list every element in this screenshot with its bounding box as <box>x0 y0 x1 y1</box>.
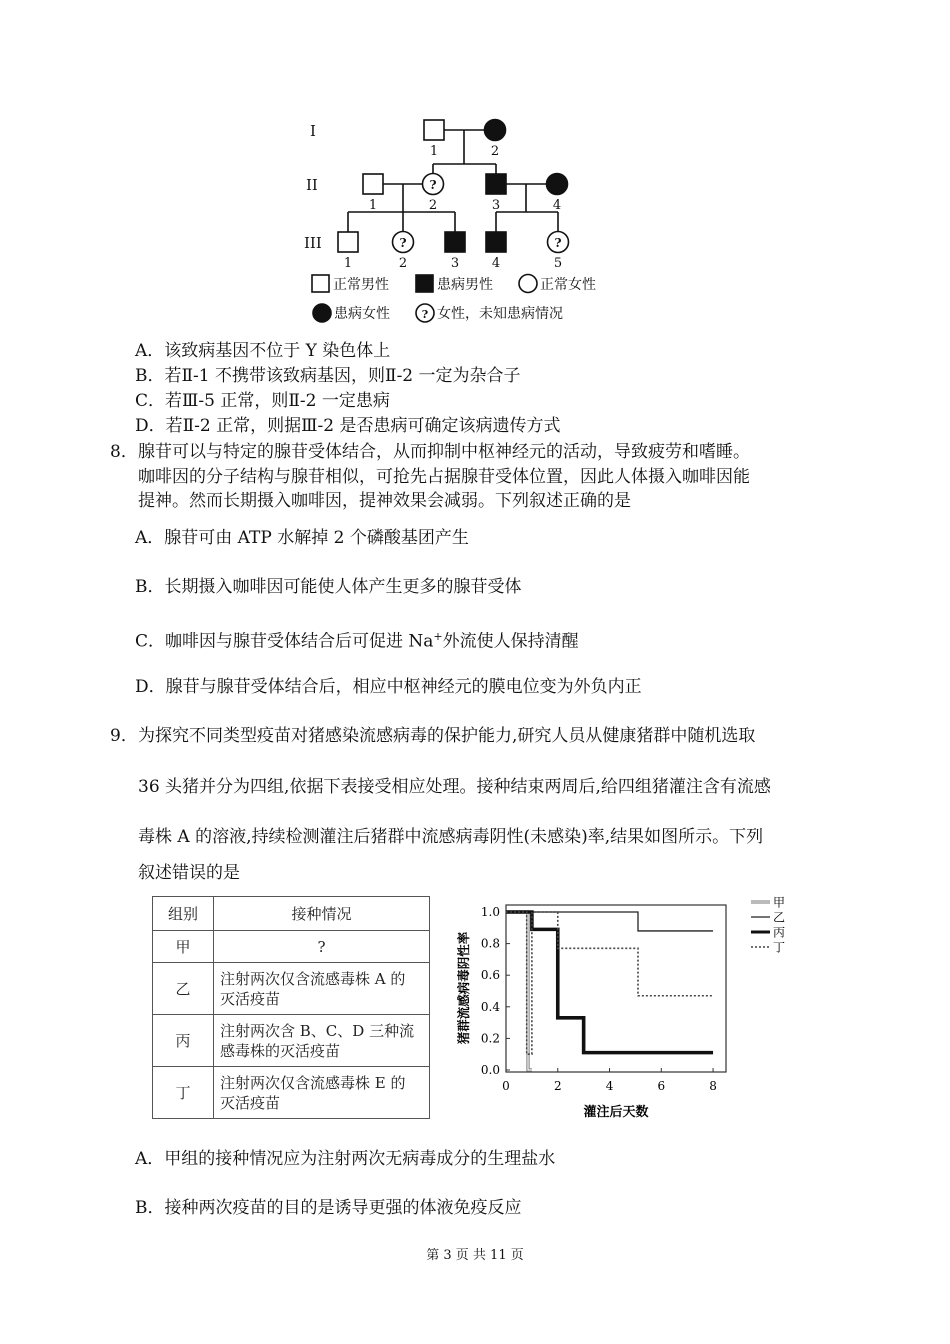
pedigree-II-4 <box>547 174 568 195</box>
legend-unknown-female: 女性，未知患病情况 <box>437 306 563 322</box>
q8-number: 8． <box>110 442 138 462</box>
q9-stem-line: 36 头猪并分为四组,依据下表接受相应处理。接种结束两周后,给四组猪灌注含有流感 <box>138 777 771 797</box>
q8-stem-line: 腺苷可以与特定的腺苷受体结合，从而抑制中枢神经元的活动，导致疲劳和嗜睡。 <box>138 442 750 462</box>
pedigree-II-1 <box>363 174 383 194</box>
q9-number: 9． <box>110 726 138 746</box>
pedigree-III-4 <box>486 232 506 252</box>
x-tick-label: 2 <box>553 1079 562 1093</box>
svg-text:?: ? <box>399 236 407 250</box>
gen-label-I: I <box>310 122 316 140</box>
x-tick-label: 0 <box>502 1079 510 1093</box>
svg-text:2: 2 <box>398 256 408 271</box>
pedigree-III-3 <box>445 232 465 252</box>
legend-label: 甲 <box>773 895 786 910</box>
q9-stem-line: 毒株 A 的溶液,持续检测灌注后猪群中流感病毒阴性(未感染)率,结果如图所示。下列 <box>138 827 764 847</box>
q7-option-a: A．该致病基因不位于 Y 染色体上 <box>135 341 391 361</box>
y-tick-label: 1.0 <box>480 905 500 919</box>
svg-text:1: 1 <box>368 198 378 213</box>
pedigree-II-3 <box>486 174 506 194</box>
q9-option-a: A．甲组的接种情况应为注射两次无病毒成分的生理盐水 <box>135 1149 556 1169</box>
legend-label: 丁 <box>773 940 786 955</box>
q8-stem-line: 提神。然而长期摄入咖啡因，提神效果会减弱。下列叙述正确的是 <box>138 491 631 511</box>
q9-option-b: B．接种两次疫苗的目的是诱导更强的体液免疫反应 <box>135 1198 522 1218</box>
q8-option-b: B．长期摄入咖啡因可能使人体产生更多的腺苷受体 <box>135 577 522 597</box>
table-header: 接种情况 <box>214 897 430 931</box>
series-line-inner <box>506 912 532 1070</box>
svg-text:2: 2 <box>490 144 500 159</box>
x-axis-label: 灌注后天数 <box>583 1105 649 1120</box>
q8-option-d: D．腺苷与腺苷受体结合后，相应中枢神经元的膜电位变为外负内正 <box>135 677 642 697</box>
svg-text:5: 5 <box>553 256 563 271</box>
y-axis-label: 猪群流感病毒阴性率 <box>456 931 471 1045</box>
gen-label-III: III <box>304 234 322 252</box>
q7-option-c: C．若Ⅲ-5 正常，则Ⅱ-2 一定患病 <box>135 391 390 411</box>
pedigree-I-1 <box>424 120 444 140</box>
page-footer: 第 3 页 共 11 页 <box>426 1248 524 1263</box>
svg-text:2: 2 <box>428 198 438 213</box>
svg-text:3: 3 <box>491 198 501 213</box>
legend-normal-male: 正常男性 <box>333 277 389 293</box>
table-row: 甲 ? <box>153 931 430 963</box>
x-tick-label: 4 <box>605 1079 614 1093</box>
series-line-丁 <box>506 912 713 1054</box>
q7-option-b: B．若Ⅱ-1 不携带该致病基因，则Ⅱ-2 一定为杂合子 <box>135 366 521 386</box>
y-tick-label: 0.4 <box>480 999 500 1014</box>
x-tick-label: 8 <box>709 1079 717 1093</box>
y-tick-label: 0.0 <box>480 1063 500 1077</box>
q7-option-d: D．若Ⅱ-2 正常，则据Ⅲ-2 是否患病可确定该病遗传方式 <box>135 416 561 436</box>
legend-label: 丙 <box>773 925 786 940</box>
svg-text:1: 1 <box>343 256 353 271</box>
q9-stem-line: 为探究不同类型疫苗对猪感染流感病毒的保护能力,研究人员从健康猪群中随机选取 <box>138 726 756 746</box>
legend-normal-female: 正常女性 <box>540 277 596 293</box>
gen-label-II: II <box>306 176 318 194</box>
pedigree-I-2 <box>485 120 506 141</box>
table-row: 乙 注射两次仅含流感毒株 A 的 灭活疫苗 <box>153 963 430 1015</box>
q8-option-c: C．咖啡因与腺苷受体结合后可促进 Na+外流使人保持清醒 <box>135 630 579 652</box>
vaccination-table <box>152 896 430 1119</box>
svg-text:1: 1 <box>429 144 439 159</box>
table-row: 丁 注射两次仅含流感毒株 E 的 灭活疫苗 <box>153 1067 430 1119</box>
y-tick-label: 0.6 <box>480 968 500 983</box>
svg-text:4: 4 <box>491 256 501 271</box>
pedigree-chart <box>300 112 620 332</box>
table-header: 组别 <box>153 897 214 931</box>
svg-text:?: ? <box>421 308 429 321</box>
svg-text:?: ? <box>429 178 437 192</box>
q8-option-a: A．腺苷可由 ATP 水解掉 2 个磷酸基团产生 <box>135 528 469 548</box>
x-tick-label: 6 <box>657 1079 666 1093</box>
legend-label: 乙 <box>773 910 786 925</box>
q8-stem-line: 咖啡因的分子结构与腺苷相似，可抢先占据腺苷受体位置，因此人体摄入咖啡因能 <box>138 467 750 487</box>
y-tick-label: 0.2 <box>480 1031 500 1046</box>
q9-stem-line: 叙述错误的是 <box>138 863 240 883</box>
svg-text:4: 4 <box>552 198 562 213</box>
table-row: 丙 注射两次含 B、C、D 三种流 感毒株的灭活疫苗 <box>153 1015 430 1067</box>
negativity-rate-chart <box>448 890 808 1125</box>
legend-affected-female: 患病女性 <box>334 306 390 322</box>
legend-affected-male: 患病男性 <box>437 277 493 293</box>
svg-text:?: ? <box>554 236 562 250</box>
y-tick-label: 0.8 <box>480 936 500 951</box>
svg-text:3: 3 <box>450 256 460 271</box>
series-line-丙 <box>506 912 713 1053</box>
pedigree-III-1 <box>338 232 358 252</box>
